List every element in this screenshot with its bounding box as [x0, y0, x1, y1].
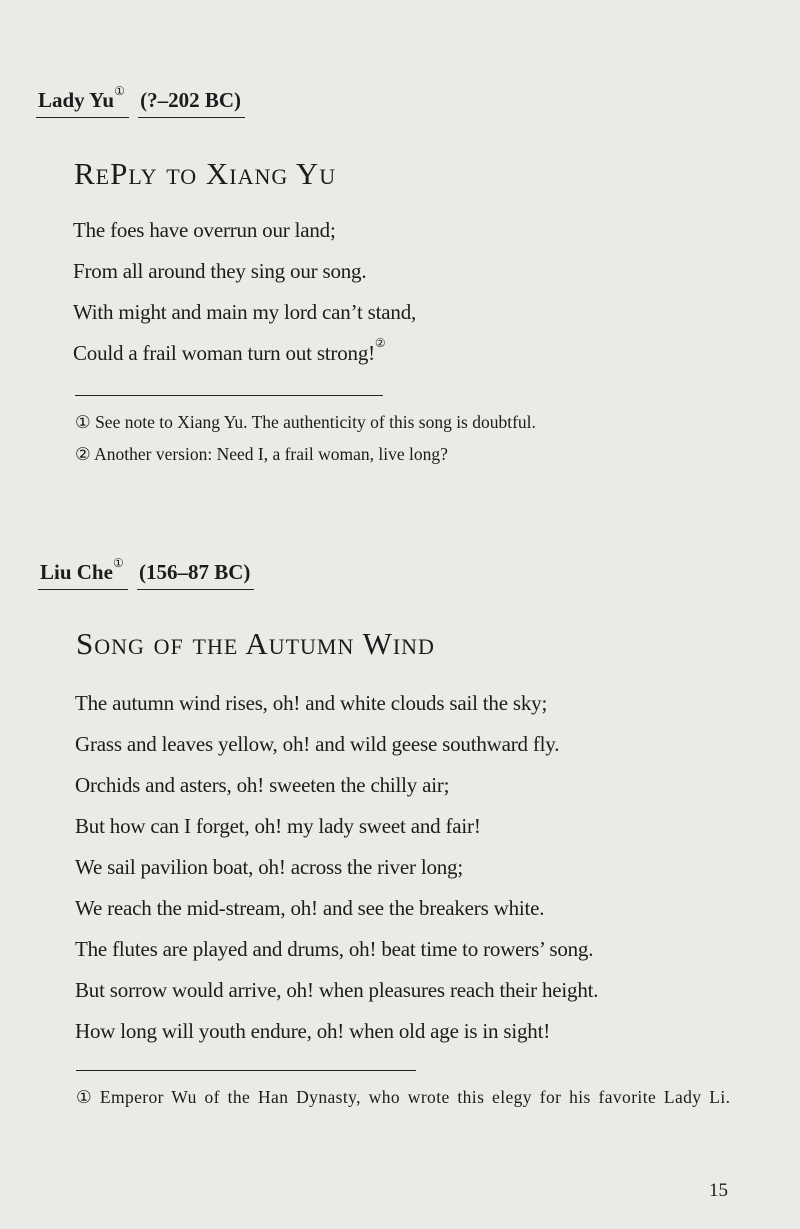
poem-line: Grass and leaves yellow, oh! and wild geese southward fly.	[75, 732, 560, 756]
poem-line: But sorrow would arrive, oh! when pleasures reach their height.	[75, 978, 599, 1002]
footnote-divider	[76, 1070, 416, 1071]
footnote-marker: ①	[112, 556, 124, 570]
poem-line: How long will youth endure, oh! when old age is in sight!	[75, 1019, 551, 1043]
poem-title: RePly to Xiang Yu	[74, 156, 337, 191]
footnote-marker: ②	[374, 336, 386, 350]
author-name: Liu Che①	[40, 556, 124, 584]
poem-title: Song of the Autumn Wind	[76, 626, 435, 661]
poem-line: Could a frail woman turn out strong!②	[73, 336, 386, 365]
footnotes	[75, 406, 536, 470]
author-heading-liu-che	[40, 556, 251, 585]
author-dates: (156–87 BC)	[138, 560, 251, 584]
author-name: Lady Yu①	[38, 84, 125, 112]
poem-line: The flutes are played and drums, oh! beat time to rowers’ song.	[75, 937, 594, 961]
page-number: 15	[709, 1180, 728, 1201]
author-heading-lady-yu	[38, 84, 242, 113]
poem-body	[73, 210, 416, 374]
poem-line: The autumn wind rises, oh! and white clouds sail the sky;	[75, 691, 548, 715]
footnotes	[76, 1080, 736, 1114]
poem-line: With might and main my lord can’t stand,	[73, 300, 417, 324]
footnote: ① See note to Xiang Yu. The authenticity of this song is doubtful.	[75, 412, 536, 432]
poem-line: We sail pavilion boat, oh! across the river long;	[75, 855, 463, 879]
poem-body	[75, 683, 598, 1052]
poem-line: We reach the mid-stream, oh! and see the breakers white.	[75, 896, 545, 920]
author-dates: (?–202 BC)	[140, 88, 242, 112]
poem-line: Orchids and asters, oh! sweeten the chilly air;	[75, 773, 450, 797]
poem-line: The foes have overrun our land;	[73, 218, 336, 242]
footnote-marker: ①	[114, 84, 125, 98]
poem-line: But how can I forget, oh! my lady sweet and fair!	[75, 814, 481, 838]
poem-line: From all around they sing our song.	[73, 259, 367, 283]
footnote: ② Another version: Need I, a frail woman, live long?	[75, 444, 448, 464]
footnote-divider	[75, 395, 383, 396]
footnote: ① Emperor Wu of the Han Dynasty, who wrote this elegy for his favorite Lady Li.	[76, 1087, 731, 1107]
